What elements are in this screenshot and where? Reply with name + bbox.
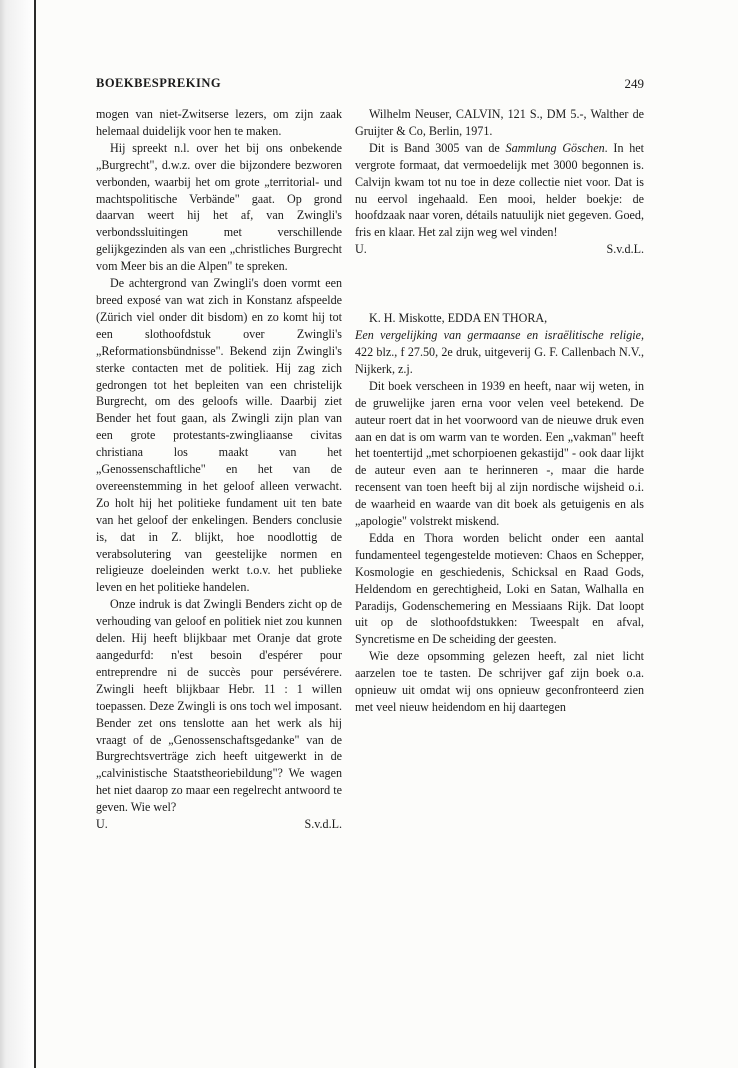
page-number: 249 — [624, 76, 644, 91]
review-paragraph: Edda en Thora worden belicht onder een aantal fundamenteel tegengestelde motieven: Chaos en Schepper, Kosmologie en geschiedenis, Schicksal en Raad Gods, Heldendom en gerechtigheid, Loki en Satan, Walhalla en Paradijs, Godenschemering en Messiaans Rijk. Dat loopt uit op de slothoofdstukken: Tweespalt en afval, Syncretisme en De scheiding der geesten. — [355, 530, 644, 647]
right-column — [355, 106, 644, 716]
page-header — [96, 76, 644, 96]
review-signature — [355, 241, 644, 258]
review-paragraph: Wie deze opsomming gelezen heeft, zal niet licht aarzelen toe te tasten. De schrijver gaf zijn boek o.a. opnieuw uit omdat wij ons opnieuw geconfronteerd zien met veel nieuw heidendom en hij daartegen — [355, 649, 644, 714]
signature-reviewer: S.v.d.L. — [606, 242, 644, 257]
bibliographic-entry — [355, 310, 644, 378]
review-paragraph: Dit boek verscheen in 1939 en heeft, naar wij weten, in de gruwelijke jaren erna voor velen veel betekend. De auteur roert dat in het voorwoord van de nieuwe druk even aan en dat is om warm van te worden. Een „vakman" heeft het toentertijd „met schorpioenen gekastijd" - ook daar lijkt de auteur even aan te herinneren -, maar die harde recensent van toen heeft bij al zijn nordische wijsheid o.i. de waarheid en waarde van dit boek als getuigenis en als „apologie" volstrekt miskend. — [355, 378, 644, 529]
bib-author-title: K. H. Miskotte, EDDA EN THORA, — [369, 311, 548, 326]
left-column — [96, 106, 342, 833]
book-page — [36, 0, 738, 1068]
section-spacer — [355, 258, 644, 310]
series-title: Sammlung Göschen — [505, 140, 605, 155]
signature-initial: U. — [355, 242, 367, 257]
bib-subtitle: Een vergelijking van germaanse en israëlitische religie, — [355, 328, 644, 343]
paragraph: Hij spreekt n.l. over het bij ons onbekende „Burgrecht", d.w.z. over die bijzondere bezworen verbonden, waarbij het om grote „territorial- und machtspolitische Verbände" gaat. Op grond daarvan weert hij het af, van Zwingli's verbondssluitingen met verschillende gelijkgezinden als van een „christliches Burgrecht vom Meer bis an die Alpen" te spreken. — [96, 140, 342, 274]
review-signature — [96, 816, 342, 833]
running-title: BOEKBESPREKING — [96, 76, 222, 90]
paragraph: mogen van niet-Zwitserse lezers, om zijn zaak helemaal duidelijk voor hen te maken. — [96, 107, 342, 138]
signature-reviewer: S.v.d.L. — [304, 817, 342, 832]
bib-details: 422 blz., f 27.50, 2e druk, uitgeverij G. F. Callenbach N.V., Nijkerk, z.j. — [355, 344, 644, 376]
bibliographic-entry: Wilhelm Neuser, CALVIN, 121 S., DM 5.-, Walther de Gruijter & Co, Berlin, 1971. — [355, 107, 644, 138]
body-text: . In het vergrote formaat, dat vermoedelijk met 3000 begonnen is. Calvijn kwam tot nu toe in deze collectie niet voor. Dat is nu eervol ingehaald. Een mooi, helder boekje: de hoofdzaak naar voren, détails natuulijk niet gegeven. Goed, fris en klaar. Het zal zijn weg wel vinden! — [355, 140, 644, 240]
review-paragraph — [355, 140, 644, 241]
paragraph: De achtergrond van Zwingli's doen vormt een breed exposé van wat zich in Konstanz afspeelde (Zürich viel onder dit bisdom) en zo komt hij tot een slothoofdstuk over Zwingli's „Reformationsbündnisse". Bekend zijn Zwingli's sterke contacten met de politiek. Hij zag zich gedrongen tot het bepleiten van een christelijk Burgrecht, om des geloofs wille. Daarbij ziet Bender het fout gaan, als Zwingli zijn plan van een grote protestants-zwingliaanse civitas christiana los maakt van het „Genossenschaftliche" en het van de overeenstemming in het geloof alleen verwacht. Zo holt hij het politieke fundament uit ten bate van het geloof der enkelingen. Benders conclusie is, dat in Z. blijkt, hoe noodlottig de verabsolutering van geestelijke normen en religieuze doeleinden werkt t.o.v. het publieke leven en het politieke handelen. — [96, 276, 342, 595]
body-text: Dit is Band 3005 van de — [369, 140, 506, 155]
signature-initial: U. — [96, 817, 108, 832]
paragraph: Onze indruk is dat Zwingli Benders zicht op de verhouding van geloof en politiek niet zou kunnen delen. Hij heeft blijkbaar met Oranje dat grote aangedurfd: n'est besoin d'espérer pour entreprendre ni de succès pour persévérere. Zwingli heeft blijkbaar Hebr. 11 : 1 willen toepassen. Deze Zwingli is ons toch wel imposant. Bender zet ons tenslotte aan het werk als hij vraagt of de „Genossenschaftsgedanke" van de Burgrechtsverträge zich heeft uitgewerkt in de „calvinistische Staatstheoriebildung"? We wagen het niet daarop zo maar een regelrecht antwoord te geven. Wie wel? — [96, 597, 342, 815]
page-gutter-shadow — [0, 0, 34, 1068]
